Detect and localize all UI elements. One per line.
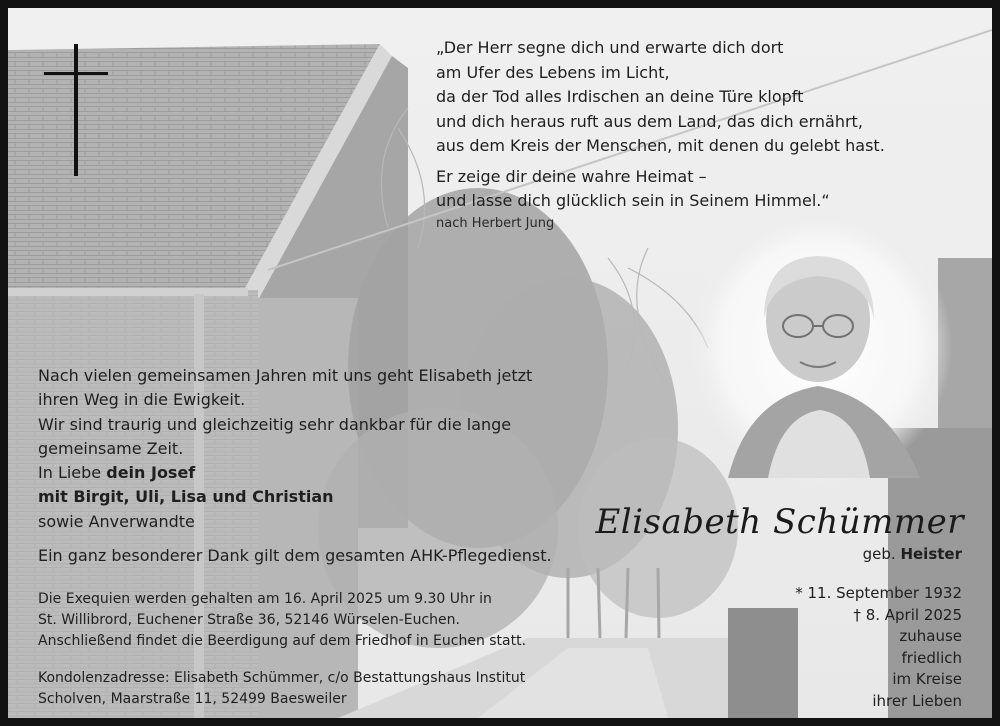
family-message [38, 364, 598, 568]
poem-line: und dich heraus ruft aus dem Land, das dich ernährt, [436, 111, 863, 131]
maiden-prefix: geb. [862, 545, 901, 563]
poem-attribution: nach Herbert Jung [436, 215, 555, 231]
exequies-line: Die Exequien werden gehalten am 16. April 2025 um 9.30 Uhr in [38, 591, 492, 607]
exequies-line: Anschließend findet die Beerdigung auf dem Friedhof in Euchen statt. [38, 633, 527, 649]
message-line: ihren Weg in die Ewigkeit. [38, 390, 246, 410]
death-place-line: im Kreise [892, 670, 962, 688]
thanks-line: Ein ganz besonderer Dank gilt dem gesamten AHK-Pflegedienst. [38, 546, 552, 566]
poem-line: da der Tod alles Irdischen an deine Türe klopft [436, 87, 804, 106]
death-place-line: ihrer Lieben [872, 691, 962, 710]
message-line: Nach vielen gemeinsamen Jahren mit uns geht Elisabeth jetzt [38, 366, 533, 385]
children-line [38, 485, 598, 509]
poem-line: Er zeige dir deine wahre Heimat – [436, 166, 707, 186]
children-names: mit Birgit, Uli, Lisa und Christian [38, 487, 334, 507]
message-line: gemeinsame Zeit. [38, 438, 184, 458]
death-date: † 8. April 2025 [853, 605, 962, 624]
death-place-line: zuhause [899, 627, 962, 645]
message-line: Wir sind traurig und gleichzeitig sehr dankbar für die lange [38, 414, 512, 434]
relatives-line: sowie Anverwandte [38, 511, 195, 531]
cross-icon [44, 44, 110, 180]
love-prefix: In Liebe [38, 463, 107, 483]
deceased-name: Elisabeth Schümmer [595, 502, 964, 542]
love-line [38, 461, 598, 485]
poem-line: und lasse dich glücklich sein in Seinem Himmel.“ [436, 191, 830, 210]
birth-date: * 11. September 1932 [795, 584, 962, 602]
poem-line: am Ufer des Lebens im Licht, [436, 62, 670, 82]
condolence-address [38, 668, 598, 710]
condolence-line: Scholven, Maarstraße 11, 52499 Baesweiler [38, 691, 347, 707]
death-place-line: friedlich [901, 648, 962, 667]
exequies-line: St. Willibrord, Euchener Straße 36, 52146 Würselen-Euchen. [38, 612, 460, 628]
maiden-name [863, 545, 962, 563]
love-name: dein Josef [106, 463, 196, 483]
poem [436, 36, 956, 233]
life-dates [795, 583, 962, 712]
poem-line: „Der Herr segne dich und erwarte dich dort [436, 38, 784, 57]
condolence-line: Kondolenzadresse: Elisabeth Schümmer, c/o Bestattungshaus Institut [38, 670, 526, 686]
exequies-info [38, 589, 598, 652]
poem-line: aus dem Kreis der Menschen, mit denen du gelebt hast. [436, 136, 885, 155]
maiden-surname: Heister [900, 545, 962, 563]
